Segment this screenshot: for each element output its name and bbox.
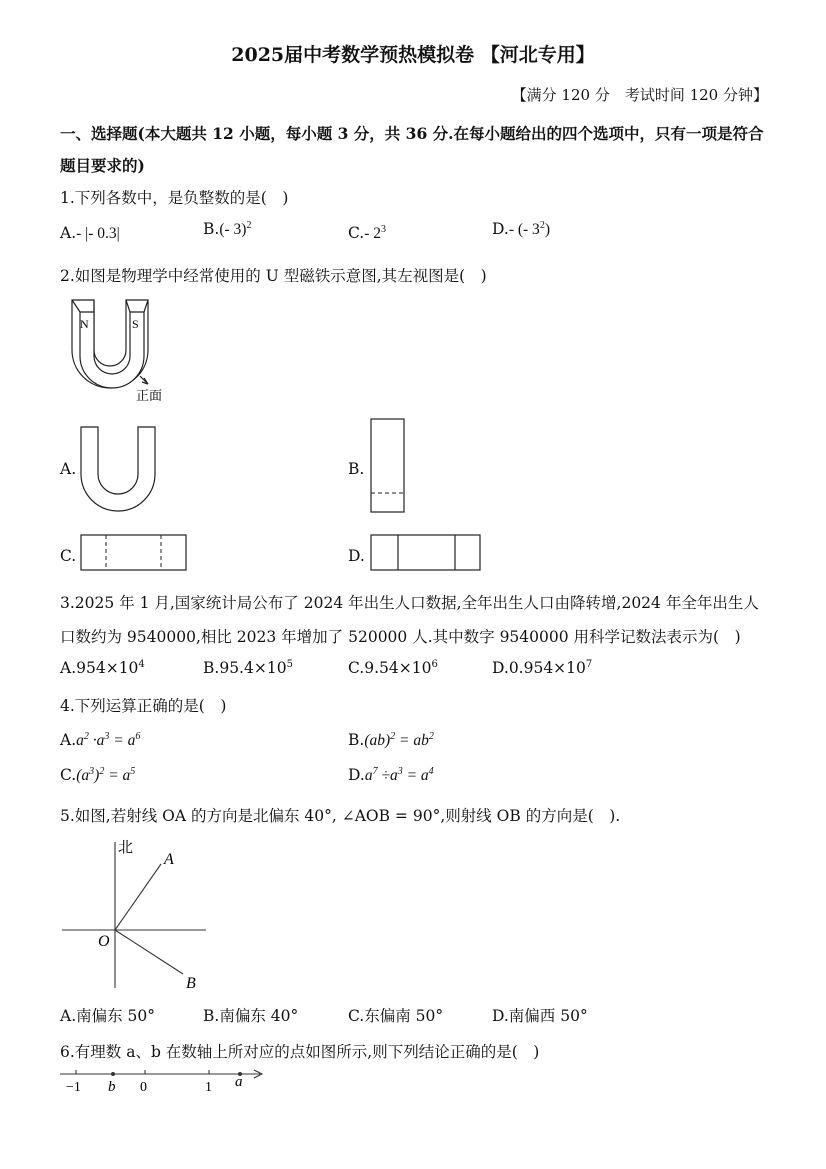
q5-option-c[interactable]: C.东偏南 50° — [348, 1007, 444, 1025]
q4-stem: 4.下列运算正确的是( ) — [60, 697, 227, 715]
section-heading: 一、选择题(本大题共 12 小题，每小题 3 分，共 36 分.在每小题给出的四个选项中，只有一项是符合题目要求的) — [60, 124, 764, 175]
exam-meta: 【满分 120 分 考试时间 120 分钟】 — [511, 86, 768, 104]
q1-option-a[interactable]: A.- |- 0.3| — [60, 224, 120, 242]
q4-option-d[interactable]: $D.a^7 \div a^3 = a^4$ — [348, 766, 434, 785]
q5-option-a[interactable]: A.南偏东 50° — [60, 1007, 156, 1025]
magnet-s-label: S — [132, 317, 139, 331]
q5-option-b[interactable]: B.南偏东 40° — [203, 1007, 299, 1025]
q5-stem: 5.如图,若射线 OA 的方向是北偏东 40°, ∠AOB = 90°,则射线 OB 的方向是( ). — [60, 807, 621, 825]
front-label: 正面 — [136, 388, 163, 403]
label-a: A — [164, 851, 174, 868]
q2-option-d-figure — [370, 534, 482, 572]
north-label: 北 — [118, 840, 134, 856]
tick-b: b — [108, 1079, 116, 1095]
tick-minus-1: −1 — [66, 1080, 81, 1095]
q3-stem-line1: 3.2025 年 1 月,国家统计局公布了 2024 年出生人口数据,全年出生人口由降转增,2024 年全年出生人 — [60, 594, 759, 612]
tick-0: 0 — [140, 1080, 147, 1095]
q1-option-c[interactable]: C.- $2^3$ — [348, 224, 387, 243]
q3-option-b[interactable]: $B.95.4\times 10^5$ — [203, 659, 293, 678]
q1-option-d[interactable]: D.- (- $3^2$) — [492, 220, 550, 239]
q4-option-b[interactable]: $B.(ab)^2 = ab^2$ — [348, 731, 434, 750]
q3-option-c[interactable]: $C.9.54\times 10^6$ — [348, 659, 438, 678]
u-magnet-figure — [60, 292, 180, 407]
q2-option-c[interactable]: C. — [60, 547, 77, 565]
magnet-n-label: N — [80, 317, 89, 331]
number-line-figure — [58, 1064, 268, 1096]
label-o: O — [98, 933, 110, 950]
tick-a: a — [235, 1074, 243, 1090]
direction-figure — [60, 836, 210, 994]
q3-stem-line2: 口数约为 9540000,相比 2023 年增加了 520000 人.其中数字 9540000 用科学记数法表示为( ) — [60, 628, 741, 646]
q2-option-a-figure — [80, 426, 158, 516]
q4-option-c[interactable]: $C.(a^3)^2 = a^5$ — [60, 766, 136, 785]
page-title: 2025届中考数学预热模拟卷 【河北专用】 — [231, 44, 595, 66]
q2-option-b-figure — [370, 418, 406, 514]
q2-option-a[interactable]: A. — [60, 460, 77, 478]
q6-stem: 6.有理数 a、b 在数轴上所对应的点如图所示,则下列结论正确的是( ) — [60, 1043, 540, 1061]
tick-1: 1 — [205, 1080, 212, 1095]
q1-stem: 1.下列各数中，是负整数的是( ) — [60, 189, 289, 207]
q2-option-b[interactable]: B. — [348, 460, 365, 478]
label-b: B — [186, 975, 196, 992]
q2-stem: 2.如图是物理学中经常使用的 U 型磁铁示意图,其左视图是( ) — [60, 267, 487, 285]
q1-option-b[interactable]: B.(- 3)$^2$ — [203, 220, 252, 239]
q3-option-a[interactable]: $A.954\times 10^4$ — [60, 659, 145, 678]
q2-option-d[interactable]: D. — [348, 547, 365, 565]
q3-option-d[interactable]: $D.0.954\times 10^7$ — [492, 659, 593, 678]
q2-option-c-figure — [80, 534, 188, 572]
q5-option-d[interactable]: D.南偏西 50° — [492, 1007, 588, 1025]
q4-option-a[interactable]: $A.a^2 \cdot a^3 = a^6$ — [60, 731, 141, 750]
